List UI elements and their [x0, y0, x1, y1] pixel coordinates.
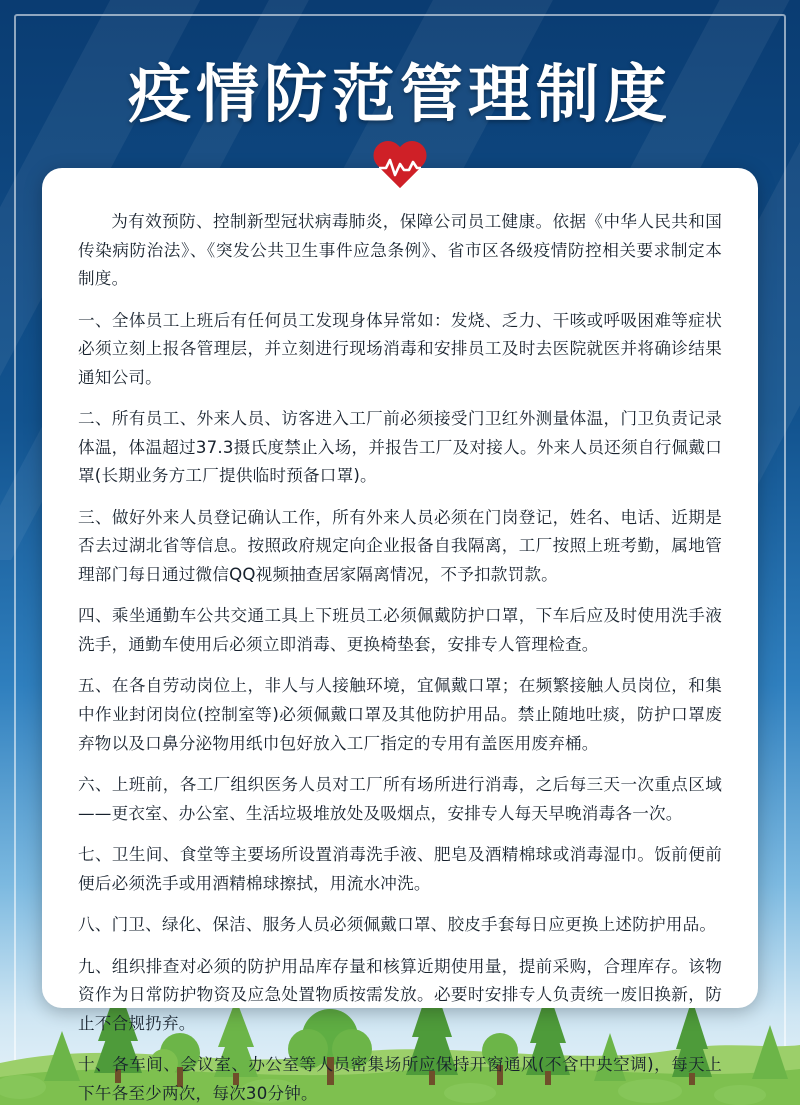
content-card	[42, 168, 758, 1103]
paragraph-4: 四、乘坐通勤车公共交通工具上下班员工必须佩戴防护口罩，下车后应及时使用洗手液洗手，通勤车使用后必须立即消毒、更换椅垫套，安排专人管理检查。	[78, 606, 722, 654]
paragraph-6: 六、上班前，各工厂组织医务人员对工厂所有场所进行消毒，之后每三天一次重点区域——更衣室、办公室、生活垃圾堆放处及吸烟点，安排专人每天早晚消毒各一次。	[78, 775, 722, 823]
paragraph-0: 为有效预防、控制新型冠状病毒肺炎，保障公司员工健康。依据《中华人民共和国传染病防治法》、《突发公共卫生事件应急条例》、省市区各级疫情防控相关要求制定本制度。	[78, 212, 722, 289]
paragraph-9: 九、组织排查对必须的防护用品库存量和核算近期使用量，提前采购，合理库存。该物资作为日常防护物资及应急处置物质按需发放。必要时安排专人负责统一废旧换新，防止不合规扔弃。	[78, 956, 722, 1033]
paragraph-10: 十、各车间、会议室、办公室等人员密集场所应保持开窗通风(不含中央空调)，每天上下午各至少两次，每次30分钟。	[78, 1055, 722, 1103]
paragraph-8: 八、门卫、绿化、保洁、服务人员必须佩戴口罩、胶皮手套每日应更换上述防护用品。	[78, 915, 717, 935]
paragraph-1: 一、全体员工上班后有任何员工发现身体异常如：发烧、乏力、干咳或呼吸困难等症状必须立刻上报各管理层，并立刻进行现场消毒和安排员工及时去医院就医并将确诊结果通知公司。	[78, 310, 722, 387]
heart-icon-wrap	[0, 142, 800, 201]
content-body	[42, 168, 758, 1105]
paragraph-3: 三、做好外来人员登记确认工作，所有外来人员必须在门岗登记，姓名、电话、近期是否去过湖北省等信息。按照政府规定向企业报备自我隔离，工厂按照上班考勤，属地管理部门每日通过微信QQ视频抽查居家隔离情况，不予扣款罚款。	[78, 507, 722, 584]
paragraph-2: 二、所有员工、外来人员、访客进入工厂前必须接受门卫红外测量体温，门卫负责记录体温，体温超过37.3摄氏度禁止入场，并报告工厂及对接人。外来人员还须自行佩戴口罩(长期业务方工厂提供临时预备口罩)。	[78, 409, 722, 486]
page-title: 疫情防范管理制度	[128, 58, 672, 131]
heart-with-heartbeat-icon	[371, 142, 429, 196]
paragraph-7: 七、卫生间、食堂等主要场所设置消毒洗手液、肥皂及酒精棉球或消毒湿巾。饭前便前便后必须洗手或用酒精棉球擦拭，用流水冲洗。	[78, 845, 722, 893]
paragraph-5: 五、在各自劳动岗位上，非人与人接触环境，宜佩戴口罩；在频繁接触人员岗位，和集中作业封闭岗位(控制室等)必须佩戴口罩及其他防护用品。禁止随地吐痰，防护口罩废弃物以及口鼻分泌物用纸巾包好放入工厂指定的专用有盖医用废弃桶。	[78, 676, 722, 753]
